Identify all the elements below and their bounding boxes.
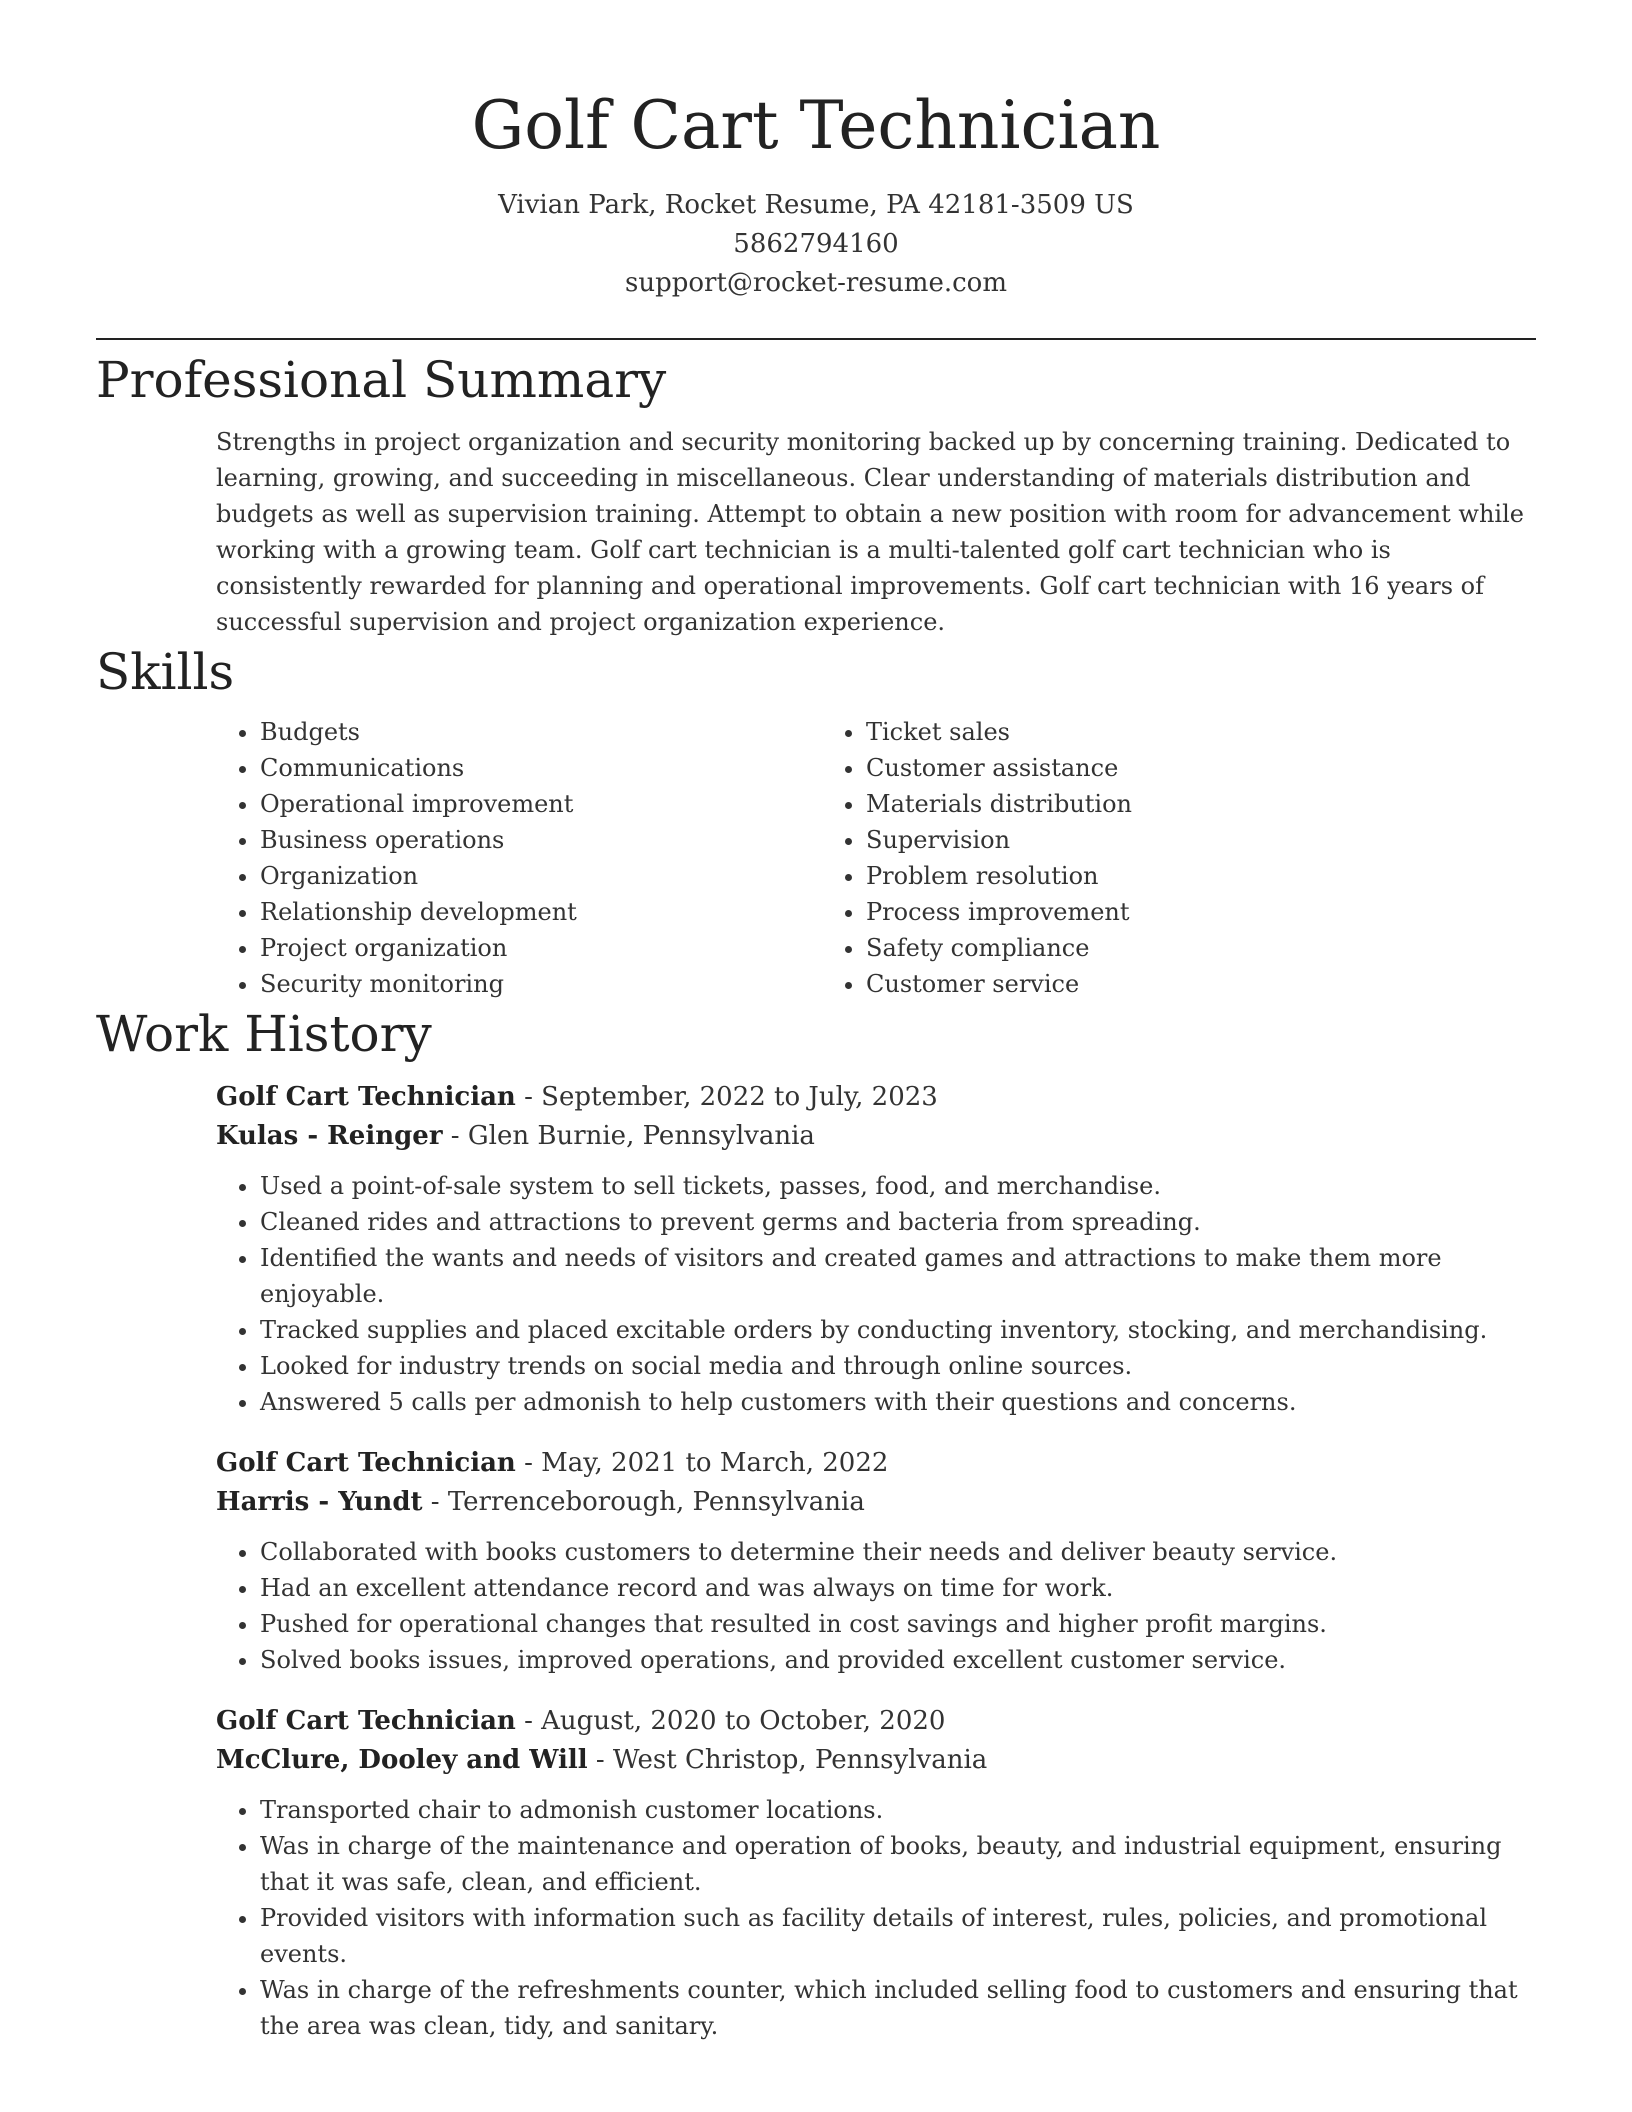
summary-heading: Professional Summary <box>96 351 667 409</box>
job-location: - West Christop, Pennsylvania <box>587 1745 988 1775</box>
skills-heading: Skills <box>96 643 235 701</box>
job-company: Kulas - Reinger <box>216 1121 443 1151</box>
job-title-line <box>216 1444 1536 1483</box>
job-company-line <box>216 1117 1536 1156</box>
resume-header <box>96 0 1536 303</box>
skill-item: • Operational improvement <box>260 786 822 822</box>
job-title: Golf Cart Technician <box>216 1706 516 1736</box>
job-title: Golf Cart Technician <box>216 1448 516 1478</box>
job-bullet: • Used a point-of-sale system to sell tickets, passes, food, and merchandise. <box>260 1168 1536 1204</box>
summary-text: Strengths in project organization and security monitoring backed up by concerning training. Dedicated to learning, growing, and succeeding in miscellaneous. Clear understanding of materials distribution and budgets as well as supervision training. Attempt to obtain a new position with room for advancement while working with a growing team. Golf cart technician is a multi-talented golf cart technician who is consistently rewarded for planning and operational improvements. Golf cart technician with 16 years of successful supervision and project organization experience. <box>216 428 1524 636</box>
skill-item: • Customer assistance <box>866 750 1132 786</box>
job-location: - Glen Burnie, Pennsylvania <box>442 1121 815 1151</box>
contact-phone: 5862794160 <box>733 229 899 259</box>
job-title-line <box>216 1078 1536 1117</box>
work-history-heading: Work History <box>96 1005 432 1063</box>
skill-item: • Project organization <box>260 930 822 966</box>
skill-item: • Process improvement <box>866 894 1132 930</box>
job-company-line <box>216 1483 1536 1522</box>
skills-list <box>216 714 1536 1002</box>
job-company: Harris - Yundt <box>216 1487 423 1517</box>
resume-title: Golf Cart Technician <box>471 87 1161 164</box>
job-title: Golf Cart Technician <box>216 1082 516 1112</box>
skill-item: • Ticket sales <box>866 714 1132 750</box>
skills-column-left <box>216 714 822 1002</box>
skill-item: • Materials distribution <box>866 786 1132 822</box>
job-bullet: • Identified the wants and needs of visitors and created games and attractions to make them more enjoyable. <box>260 1240 1536 1312</box>
job-bullet: • Was in charge of the refreshments counter, which included selling food to customers and ensuring that the area was clean, tidy, and sanitary. <box>260 1972 1536 2044</box>
job-bullet: • Cleaned rides and attractions to prevent germs and bacteria from spreading. <box>260 1204 1536 1240</box>
job-entry <box>216 1078 1536 1420</box>
job-bullet: • Collaborated with books customers to determine their needs and deliver beauty service. <box>260 1534 1536 1570</box>
job-dates: - September, 2022 to July, 2023 <box>515 1082 938 1112</box>
skill-item: • Relationship development <box>260 894 822 930</box>
skill-item: • Customer service <box>866 966 1132 1002</box>
job-bullet: • Was in charge of the maintenance and operation of books, beauty, and industrial equipment, ensuring that it was safe, clean, and efficient. <box>260 1828 1536 1900</box>
job-bullets <box>216 1534 1536 1678</box>
skill-item: • Organization <box>260 858 822 894</box>
skill-item: • Communications <box>260 750 822 786</box>
contact-block <box>96 186 1536 303</box>
job-bullet: • Had an excellent attendance record and was always on time for work. <box>260 1570 1536 1606</box>
skill-item: • Problem resolution <box>866 858 1132 894</box>
job-bullet: • Solved books issues, improved operations, and provided excellent customer service. <box>260 1642 1536 1678</box>
job-bullets <box>216 1168 1536 1420</box>
job-dates: - May, 2021 to March, 2022 <box>515 1448 889 1478</box>
job-entry <box>216 1702 1536 2044</box>
job-bullet: • Transported chair to admonish customer locations. <box>260 1792 1536 1828</box>
job-bullet: • Looked for industry trends on social media and through online sources. <box>260 1348 1536 1384</box>
job-bullet: • Provided visitors with information such as facility details of interest, rules, policies, and promotional events. <box>260 1900 1536 1972</box>
header-divider <box>96 338 1536 340</box>
skill-item: • Budgets <box>260 714 822 750</box>
job-bullet: • Tracked supplies and placed excitable orders by conducting inventory, stocking, and merchandising. <box>260 1312 1536 1348</box>
job-title-line <box>216 1702 1536 1741</box>
skill-item: • Security monitoring <box>260 966 822 1002</box>
resume-page <box>96 0 1536 2044</box>
contact-address: Vivian Park, Rocket Resume, PA 42181-3509 US <box>498 190 1134 220</box>
skill-item: • Safety compliance <box>866 930 1132 966</box>
job-bullets <box>216 1792 1536 2044</box>
job-company: McClure, Dooley and Will <box>216 1745 588 1775</box>
job-bullet: • Pushed for operational changes that resulted in cost savings and higher profit margins. <box>260 1606 1536 1642</box>
job-company-line <box>216 1741 1536 1780</box>
job-dates: - August, 2020 to October, 2020 <box>515 1706 946 1736</box>
skills-column-right <box>822 714 1132 1002</box>
skill-item: • Supervision <box>866 822 1132 858</box>
contact-email: support@rocket-resume.com <box>624 268 1007 298</box>
skill-item: • Business operations <box>260 822 822 858</box>
job-bullet: • Answered 5 calls per admonish to help customers with their questions and concerns. <box>260 1384 1536 1420</box>
job-entry <box>216 1444 1536 1678</box>
job-location: - Terrenceborough, Pennsylvania <box>422 1487 865 1517</box>
